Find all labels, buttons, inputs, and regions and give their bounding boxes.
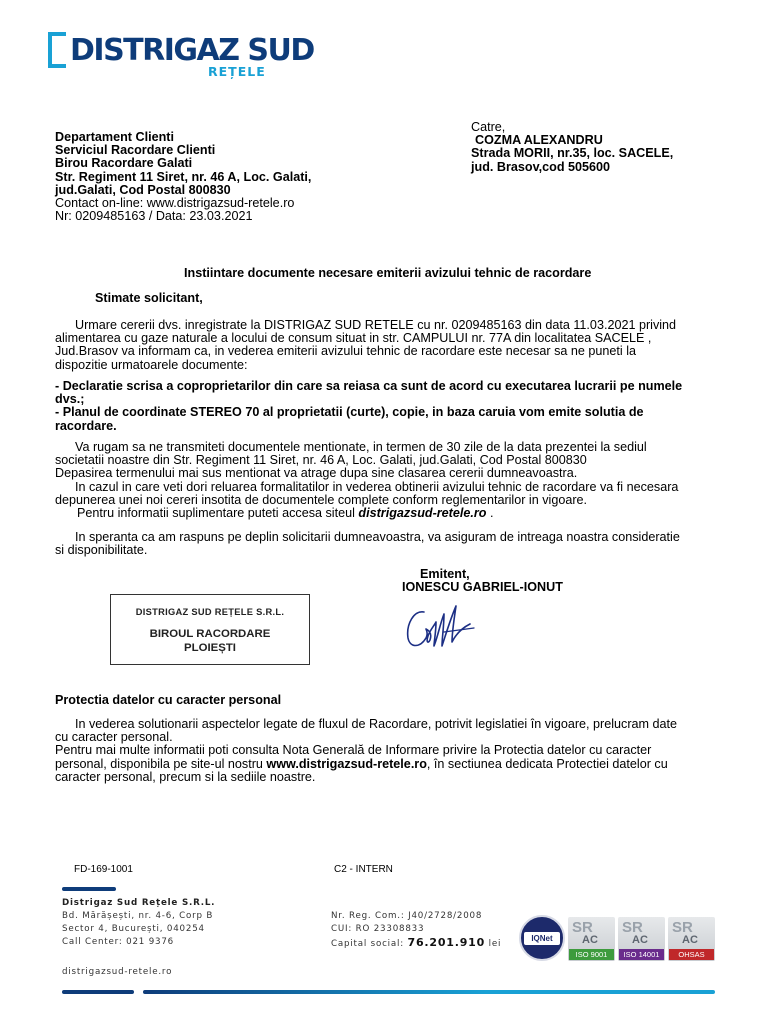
- list-item: - Declaratie scrisa a coproprietarilor din care sa reiasa ca sunt de acord cu executarea lucrarii pe numele: [55, 379, 683, 393]
- paragraph-line: Urmare cererii dvs. inregistrate la DISTRIGAZ SUD RETELE cu nr. 0209485163 din data 11.03.2021 privind: [75, 318, 677, 332]
- paragraph-line: Depasirea termenului mai sus mentionat va atrage dupa sine clasarea cererii dumneavoastra.: [55, 466, 578, 481]
- footer-call-center: Call Center: 021 9376: [62, 937, 175, 947]
- privacy-line: [55, 758, 725, 771]
- list-item: - Planul de coordinate STEREO 70 al proprietatii (curte), copie, in baza caruia vom emite solutia de: [55, 405, 644, 420]
- sender-contact: Contact on-line: www.distrigazsud-retele.ro: [55, 196, 295, 211]
- footer-company: Distrigaz Sud Rețele S.R.L.: [62, 898, 216, 908]
- paragraph-line: depunerea unei noi cereri insotita de documentele complete conform reglementarilor in vigoare.: [55, 492, 588, 507]
- footer-website[interactable]: distrigazsud-retele.ro: [62, 967, 173, 977]
- stamp-company: DISTRIGAZ SUD REȚELE S.R.L.: [135, 607, 285, 617]
- cert-label: OHSAS 18001: [669, 949, 714, 960]
- ohsas-18001-badge-icon: SR AC OHSAS 18001: [668, 917, 715, 961]
- iso-14001-badge-icon: SR AC ISO 14001: [618, 917, 665, 961]
- logo-bracket-icon: [46, 32, 70, 68]
- footer-bar-dark: [62, 990, 134, 994]
- info-line-suffix: .: [486, 506, 494, 521]
- paragraph-line: si disponibilitate.: [55, 543, 148, 558]
- footer-capital-unit: lei: [485, 939, 502, 949]
- paragraph-line: In cazul in care veti dori reluarea formalitatilor in vederea obtinerii avizului tehnic de racordare va fi necesara: [75, 479, 679, 494]
- privacy-line: caracter personal, precum si la sediile noastre.: [55, 769, 316, 784]
- sender-block: [55, 131, 311, 223]
- issuer-name: IONESCU GABRIEL-IONUT: [402, 580, 563, 594]
- recipient-address-1: Strada MORII, nr.35, loc. SACELE,: [471, 146, 674, 161]
- list-item: dvs.;: [55, 392, 85, 407]
- iqnet-badge-icon: [519, 915, 565, 961]
- sender-service: Serviciul Racordare Clienti: [55, 143, 216, 158]
- document-reference: Nr: 0209485163 / Data: 23.03.2021: [55, 209, 253, 224]
- privacy-line-prefix: personal, disponibila pe site-ul nostru: [55, 756, 267, 771]
- sender-address-1: Str. Regiment 11 Siret, nr. 46 A, Loc. Galati,: [55, 169, 312, 184]
- privacy-line: cu caracter personal.: [55, 730, 173, 745]
- footer-cui: CUI: RO 23308833: [331, 924, 425, 934]
- stamp-office-line: BIROUL RACORDARE: [149, 628, 271, 640]
- iqnet-label: IQNet: [531, 934, 553, 943]
- info-line-prefix: Pentru informatii suplimentare puteti accesa siteul: [77, 506, 359, 521]
- info-line: [55, 507, 715, 520]
- paragraph-closing: [55, 531, 715, 557]
- stamp-office: [111, 628, 309, 655]
- paragraph-line: Jud.Brasov va informam ca, in vederea emiterii avizului tehnic de racordare este necesar sa ne puneti la: [55, 344, 637, 359]
- letter-subject: Instiintare documente necesare emiterii avizului tehnic de racordare: [184, 266, 592, 280]
- recipient-address-2: jud. Brasov,cod 505600: [471, 159, 611, 174]
- list-item: racordare.: [55, 418, 117, 433]
- privacy-heading: Protectia datelor cu caracter personal: [55, 693, 282, 707]
- sender-dept: Departament Clienti: [55, 130, 174, 144]
- paragraph-line: alimentarea cu gaze naturale a locului de consum situat in str. CAMPULUI nr. 77A din localitatea SACELE ,: [55, 331, 652, 346]
- required-documents-list: [55, 380, 703, 433]
- footer-bar-gradient: [143, 990, 715, 994]
- privacy-line-suffix: , în sectiunea dedicata Protectiei datelor cu: [426, 756, 668, 771]
- cert-label: ISO 9001: [569, 949, 614, 960]
- iso-9001-badge-icon: SR AC ISO 9001: [568, 917, 615, 961]
- privacy-line: Pentru mai multe informatii poti consulta Nota Generală de Informare privire la Protectia datelor cu caracter: [55, 743, 652, 758]
- paragraph-line: In speranta ca am raspuns pe deplin solicitarii dumneavoastra, va asiguram de intreaga noastra consideratie: [75, 530, 680, 544]
- footer-company-block: [62, 897, 215, 949]
- recipient-name: COZMA ALEXANDRU: [475, 133, 603, 148]
- stamp-office-line: PLOIEȘTI: [184, 641, 236, 654]
- privacy-site-link[interactable]: www.distrigazsud-retele.ro: [266, 756, 427, 771]
- footer-divider: [62, 887, 116, 891]
- company-logo: [46, 32, 314, 80]
- paragraph-instructions: [55, 441, 715, 520]
- footer-capital-label: Capital social:: [331, 939, 408, 949]
- paragraph-line: Va rugam sa ne transmiteti documentele mentionate, in termen de 30 zile de la data prezentei la sediul: [75, 440, 647, 454]
- footer-registration-block: [331, 910, 501, 951]
- office-stamp: [110, 594, 310, 665]
- footer-capital: [331, 936, 501, 951]
- sender-office: Birou Racordare Galati: [55, 156, 193, 171]
- sender-address-2: jud.Galati, Cod Postal 800830: [55, 182, 231, 197]
- paragraph-line: dispozitie urmatoarele documente:: [55, 357, 248, 372]
- paragraph-line: societatii noastre din Str. Regiment 11 Siret, nr. 46 A, Loc. Galati, jud.Galati, Cod Postal 800830: [55, 453, 587, 468]
- paragraph-request: [55, 319, 703, 372]
- signature-icon: [400, 598, 480, 660]
- form-code: FD-169-1001: [74, 864, 133, 875]
- info-site-link[interactable]: distrigazsud-retele.ro: [358, 506, 487, 521]
- footer-address-1: Bd. Mărășești, nr. 4-6, Corp B: [62, 911, 214, 921]
- recipient-block: [471, 121, 673, 174]
- privacy-line: In vederea solutionarii aspectelor legate de fluxul de Racordare, potrivit legislatiei în vigoare, prelucram date: [75, 717, 678, 731]
- salutation: Stimate solicitant,: [95, 291, 203, 305]
- recipient-catre: Catre,: [471, 120, 506, 134]
- footer-address-2: Sector 4, București, 040254: [62, 924, 205, 934]
- privacy-paragraph: [55, 718, 725, 784]
- footer-reg-com: Nr. Reg. Com.: J40/2728/2008: [331, 911, 483, 921]
- logo-wordmark: DISTRIGAZ SUD: [70, 33, 314, 68]
- issuer-label: Emitent,: [420, 567, 470, 581]
- classification-label: C2 - INTERN: [334, 864, 393, 875]
- logo-subtitle: REȚELE: [208, 64, 266, 79]
- cert-label: ISO 14001: [619, 949, 664, 960]
- footer-capital-value: 76.201.910: [407, 936, 486, 949]
